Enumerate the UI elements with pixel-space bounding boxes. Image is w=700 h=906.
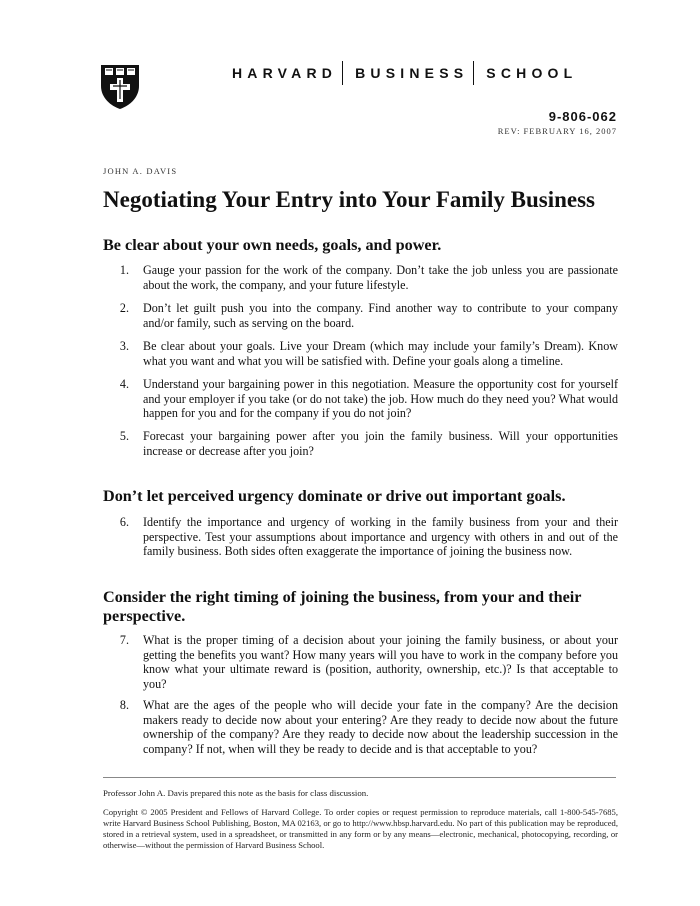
item-text: Don’t let guilt push you into the company. Find another way to contribute to your company and/or family, such as serving on the board. [143,301,618,330]
item-number: 4. [119,377,129,391]
section-heading: Be clear about your own needs, goals, and power. [103,236,442,254]
list-item [103,263,618,292]
list-item [103,301,618,330]
item-text: Be clear about your goals. Live your Dream (which may include your family’s Dream). Know what you want and what you will be satisfied with. Define your goals along a timeline. [143,339,618,368]
item-number: 6. [119,515,129,529]
list-item [103,633,618,691]
copyright-notice: Copyright © 2005 President and Fellows of Harvard College. To order copies or request permission to reproduce materials, call 1-800-545-7685, write Harvard Business School Publishing, Boston, MA 02163, or go to http://www.hbsp.harvard.edu. No part of this publication may be reproduced, stored in a retrieval system, used in a spreadsheet, or transmitted in any form or by any means—electronic, mechanical, photocopying, recording, or otherwise—without the permission of Harvard Business School. [103,807,618,850]
section-heading: Don’t let perceived urgency dominate or drive out important goals. [103,487,566,505]
list-item [103,515,618,559]
list-item [103,698,618,756]
list-item [103,377,618,421]
school-masthead [232,61,577,85]
hbs-shield-logo [100,64,140,110]
item-number: 2. [119,301,129,315]
document-title: Negotiating Your Entry into Your Family Business [103,187,595,212]
list-item [103,339,618,368]
document-number: 9-806-062 [548,109,617,124]
masthead-school: SCHOOL [486,65,578,81]
author-name: JOHN A. DAVIS [103,166,178,176]
list-item [103,429,618,458]
item-text: Gauge your passion for the work of the company. Don’t take the job unless you are passionate about the work, the company, and your future lifestyle. [143,263,618,292]
item-number: 5. [119,429,129,443]
footnote-divider [103,777,616,778]
item-text: What are the ages of the people who will decide your fate in the company? Are the decision makers ready to decide now about your entering? Are they ready to decide now about the future ownership of the company? Are they ready to decide now about the leadership succession in the company? If not, when will they be ready to decide and is that acceptable to you? [143,698,618,756]
masthead-harvard: HARVARD [232,65,338,81]
item-number: 8. [119,698,129,712]
item-text: Forecast your bargaining power after you join the family business. Will your opportunities increase or decrease after you join? [143,429,618,458]
item-number: 1. [119,263,129,277]
masthead-business: BUSINESS [355,65,469,81]
masthead-divider [342,61,343,85]
footnote-note: Professor John A. Davis prepared this note as the basis for class discussion. [103,788,369,798]
revision-date: REV: FEBRUARY 16, 2007 [497,126,617,136]
item-text: Understand your bargaining power in this negotiation. Measure the opportunity cost for yourself and your employer if you take (or do not take) the job. How much do they need you? What would happen for you and for the company if you do not join? [143,377,618,420]
item-number: 3. [119,339,129,353]
section-heading: Consider the right timing of joining the business, from your and their perspective. [103,588,582,625]
masthead-divider [473,61,474,85]
item-text: Identify the importance and urgency of working in the family business from your and their perspective. Test your assumptions about importance and urgency with others in and out of the family business. Both sides often exaggerate the importance of joining the business now. [143,515,618,558]
item-text: What is the proper timing of a decision about your joining the family business, or about your getting the benefits you want? How many years will you have to work in the company before you know what your ultimate reward is (position, authority, ownership, etc.)? Is that acceptable to you? [143,633,618,691]
item-number: 7. [119,633,129,647]
